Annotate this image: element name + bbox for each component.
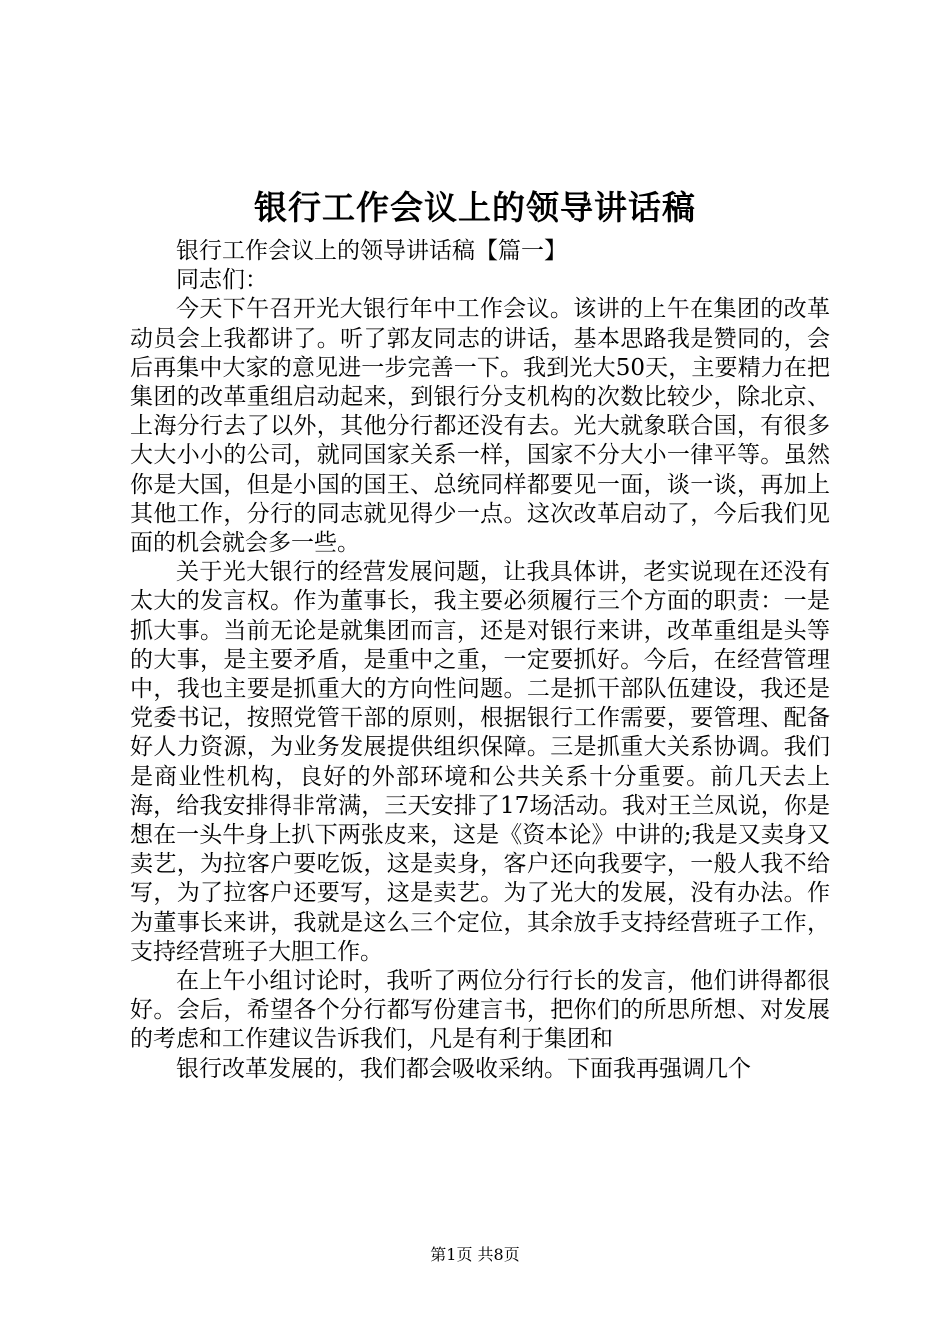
document-title: 银行工作会议上的领导讲话稿 (254, 188, 696, 227)
salutation: 同志们： (176, 267, 268, 294)
paragraph: 在上午小组讨论时，我听了两位分行行长的发言，他们讲得都很好。会后，希望各个分行都写份建言书，把你们的所思所想、对发展的考虑和工作建议告诉我们，凡是有利于集团和 (130, 968, 830, 1053)
paragraph: 银行改革发展的，我们都会吸收采纳。下面我再强调几个 (176, 1055, 751, 1082)
paragraph: 关于光大银行的经营发展问题，让我具体讲，老实说现在还没有太大的发言权。作为董事长，我主要必须履行三个方面的职责：一是抓大事。当前无论是就集团而言，还是对银行来讲，改革重组是头等的大事，是主要矛盾，是重中之重，一定要抓好。今后，在经营管理中，我也主要是抓重大的方向性问题。二是抓干部队伍建设，我还是党委书记，按照党管干部的原则，根据银行工作需要，要管理、配备好人力资源，为业务发展提供组织保障。三是抓重大关系协调。我们是商业性机构，良好的外部环境和公共关系十分重要。前几天去上海，给我安排得非常满，三天安排了17场活动。我对王兰凤说，你是想在一头牛身上扒下两张皮来，这是《资本论》中讲的;我是又卖身又卖艺，为拉客户要吃饭，这是卖身，客户还向我要字，一般人我不给写，为了拉客户还要写，这是卖艺。为了光大的发展，没有办法。作为董事长来讲，我就是这么三个定位，其余放手支持经营班子工作，支持经营班子大胆工作。 (130, 559, 830, 965)
paragraph: 今天下午召开光大银行年中工作会议。该讲的上午在集团的改革动员会上我都讲了。听了郭友同志的讲话，基本思路我是赞同的，会后再集中大家的意见进一步完善一下。我到光大50天，主要精力在把集团的改革重组启动起来，到银行分支机构的次数比较少，除北京、上海分行去了以外，其他分行都还没有去。光大就象联合国，有很多大大小小的公司，就同国家关系一样，国家不分大小一律平等。虽然你是大国，但是小国的国王、总统同样都要见一面，谈一谈，再加上其他工作，分行的同志就见得少一点。这次改革启动了，今后我们见面的机会就会多一些。 (130, 296, 830, 557)
document-body (130, 237, 830, 1084)
page-footer: 第1页 共8页 (430, 1245, 520, 1264)
section-heading: 银行工作会议上的领导讲话稿【篇一】 (176, 238, 567, 264)
